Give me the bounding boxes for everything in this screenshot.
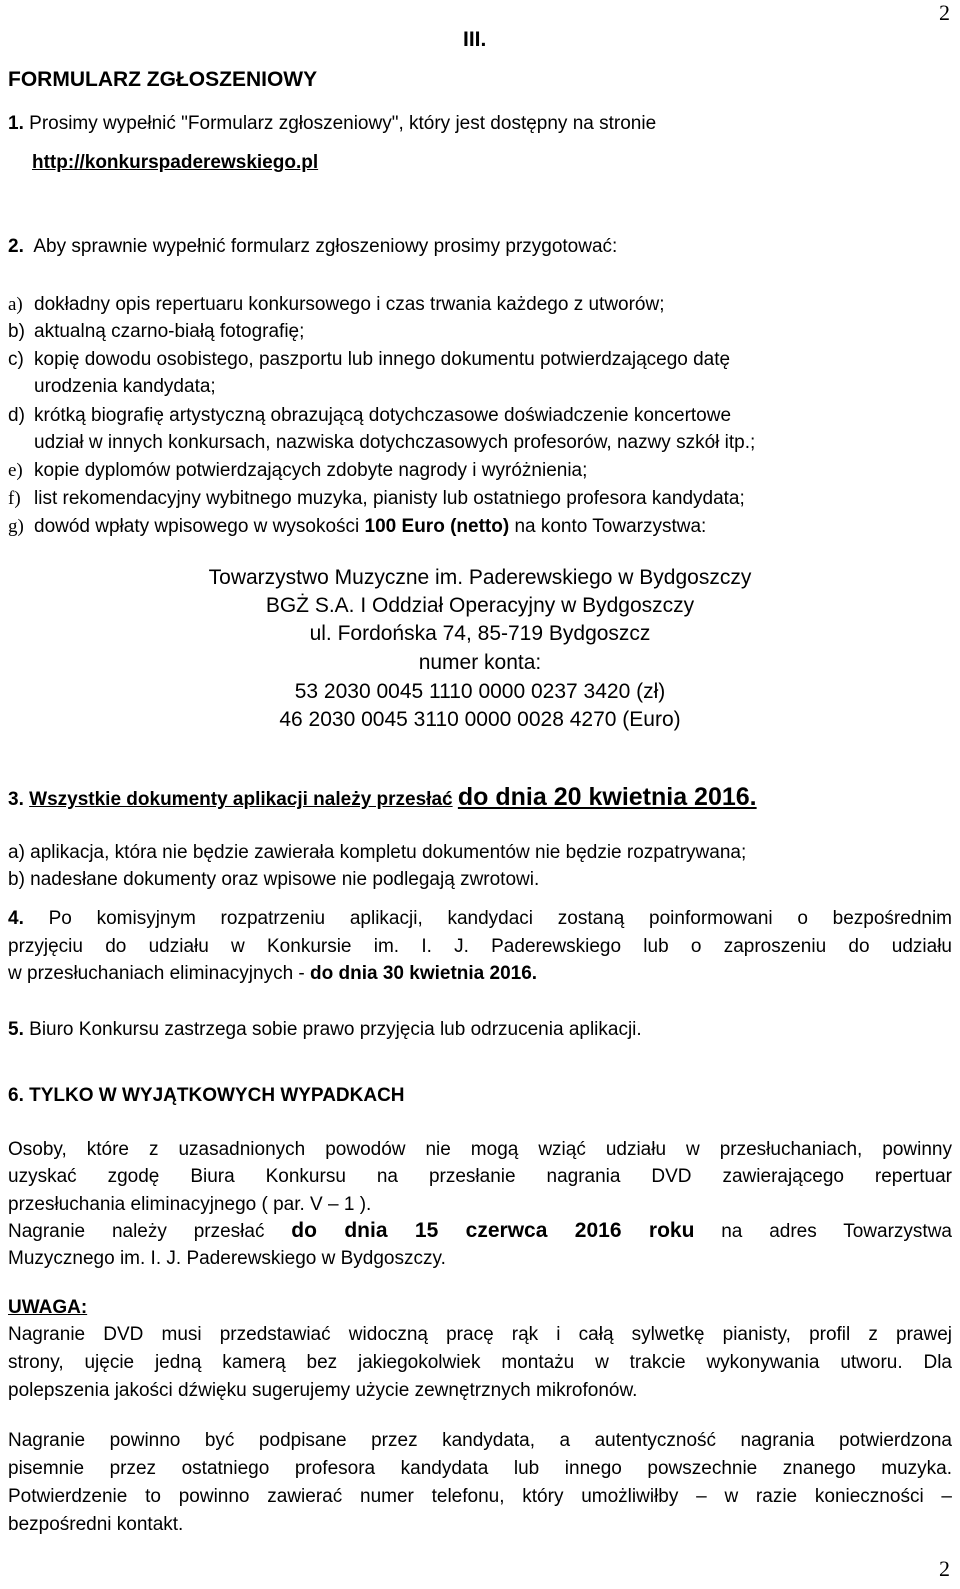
final-line-1: Nagranie powinno być podpisane przez kandydata, a autentyczność nagrania potwierdzona bbox=[8, 1430, 952, 1451]
list-item-d: d) krótką biografię artystyczną obrazującą dotychczasowe doświadczenie koncertowe bbox=[8, 405, 732, 426]
item-2-text: Aby sprawnie wypełnić formularz zgłoszeniowy prosimy przygotować: bbox=[33, 236, 618, 257]
item-6-p1-line-2: uzyskać zgodę Biura Konkursu na przesłanie nagrania DVD zawierającego repertuar bbox=[8, 1166, 952, 1187]
page-number-bottom: 2 bbox=[939, 1556, 950, 1581]
account-number-pln: 53 2030 0045 1110 0000 0237 3420 (zł) bbox=[294, 680, 666, 703]
item-3-a: a) aplikacja, która nie będzie zawierała kompletu dokumentów nie będzie rozpatrywana; bbox=[8, 842, 747, 863]
item-2-number: 2. bbox=[8, 236, 24, 257]
item-6-heading: 6. TYLKO W WYJĄTKOWYCH WYPADKACH bbox=[8, 1085, 405, 1106]
page-title: FORMULARZ ZGŁOSZENIOWY bbox=[8, 68, 318, 91]
final-line-2: pisemnie przez ostatniego profesora kandydata lub innego powszechnie znanego muzyka. bbox=[8, 1458, 952, 1479]
list-item-g: g) dowód wpłaty wpisowego w wysokości 100 Euro (netto) na konto Towarzystwa: bbox=[8, 516, 707, 537]
item-1-number: 1. bbox=[8, 113, 24, 134]
uwaga-line-2: strony, ujęcie jedną kamerą bez jakiegokolwiek montażu w trakcie wykonywania utworu. Dla bbox=[8, 1352, 952, 1373]
item-3-number: 3. bbox=[8, 789, 24, 810]
list-item-f: f) list rekomendacyjny wybitnego muzyka, pianisty lub ostatniego profesora kandydata; bbox=[8, 488, 745, 509]
item-1 bbox=[8, 113, 656, 135]
website-link[interactable]: http://konkurspaderewskiego.pl bbox=[32, 152, 319, 173]
list-item-d-cont: udział w innych konkursach, nazwiska dotychczasowych profesorów, nazwy szkół itp.; bbox=[34, 432, 756, 453]
item-3-b: b) nadesłane dokumenty oraz wpisowe nie podlegają zwrotowi. bbox=[8, 869, 540, 890]
uwaga-line-3: polepszenia jakości dźwięku sugerujemy użycie zewnętrznych mikrofonów. bbox=[8, 1380, 638, 1401]
list-item-b: b) aktualną czarno-białą fotografię; bbox=[8, 321, 305, 342]
item-3-text: Wszystkie dokumenty aplikacji należy przesłać bbox=[29, 789, 453, 810]
item-2 bbox=[8, 236, 617, 258]
entry-fee-amount: 100 Euro (netto) bbox=[364, 516, 510, 537]
item-6-p2-line-1: Nagranie należy przesłać do dnia 15 czerwca 2016 roku na adres Towarzystwa bbox=[8, 1219, 952, 1242]
item-4-line-2: przyjęciu do udziału w Konkursie im. I. J. Paderewskiego lub o zaproszeniu do udziału bbox=[8, 936, 952, 957]
page-number-top: 2 bbox=[939, 0, 950, 25]
list-item-a: a) dokładny opis repertuaru konkursowego i czas trwania każdego z utworów; bbox=[8, 294, 665, 315]
account-label: numer konta: bbox=[418, 651, 542, 674]
account-number-eur: 46 2030 0045 3110 0000 0028 4270 (Euro) bbox=[279, 708, 681, 731]
uwaga-line-1: Nagranie DVD musi przedstawiać widoczną pracę rąk i całą sylwetkę pianisty, profil z prawej bbox=[8, 1324, 952, 1345]
list-item-c: c) kopię dowodu osobistego, paszportu lub innego dokumentu potwierdzającego datę bbox=[8, 349, 731, 370]
item-1-text: Prosimy wypełnić "Formularz zgłoszeniowy", który jest dostępny na stronie bbox=[29, 113, 657, 134]
item-4-line-3: w przesłuchaniach eliminacyjnych - do dnia 30 kwietnia 2016. bbox=[8, 963, 538, 984]
item-5: 5. Biuro Konkursu zastrzega sobie prawo przyjęcia lub odrzucenia aplikacji. bbox=[8, 1019, 642, 1040]
item-4-line-1: 4. Po komisyjnym rozpatrzeniu aplikacji, kandydaci zostaną poinformowani o bezpośrednim bbox=[8, 908, 953, 929]
list-item-c-cont: urodzenia kandydata; bbox=[34, 376, 216, 397]
item-6-p1-line-3: przesłuchania eliminacyjnego ( par. V – 1 ). bbox=[8, 1194, 372, 1215]
uwaga-heading: UWAGA: bbox=[8, 1297, 88, 1318]
bank-name: Towarzystwo Muzyczne im. Paderewskiego w Bydgoszczy bbox=[208, 566, 752, 589]
roman-section-number: III. bbox=[463, 28, 487, 51]
item-3-deadline: do dnia 20 kwietnia 2016. bbox=[457, 783, 757, 811]
final-line-3: Potwierdzenie to powinno zawierać numer telefonu, który umożliwiłby – w razie konieczności – bbox=[8, 1486, 952, 1507]
item-6-p2-line-2: Muzycznego im. I. J. Paderewskiego w Bydgoszczy. bbox=[8, 1248, 446, 1269]
item-3 bbox=[8, 783, 757, 812]
item-6-p1-line-1: Osoby, które z uzasadnionych powodów nie mogą wziąć udziału w przesłuchaniach, powinny bbox=[8, 1139, 952, 1160]
list-item-e: e) kopie dyplomów potwierdzających zdobyte nagrody i wyróżnienia; bbox=[8, 460, 588, 481]
bank-address: ul. Fordońska 74, 85-719 Bydgoszcz bbox=[309, 622, 651, 645]
final-line-4: bezpośredni kontakt. bbox=[8, 1514, 184, 1535]
bank-branch: BGŻ S.A. I Oddział Operacyjny w Bydgoszczy bbox=[265, 594, 695, 617]
